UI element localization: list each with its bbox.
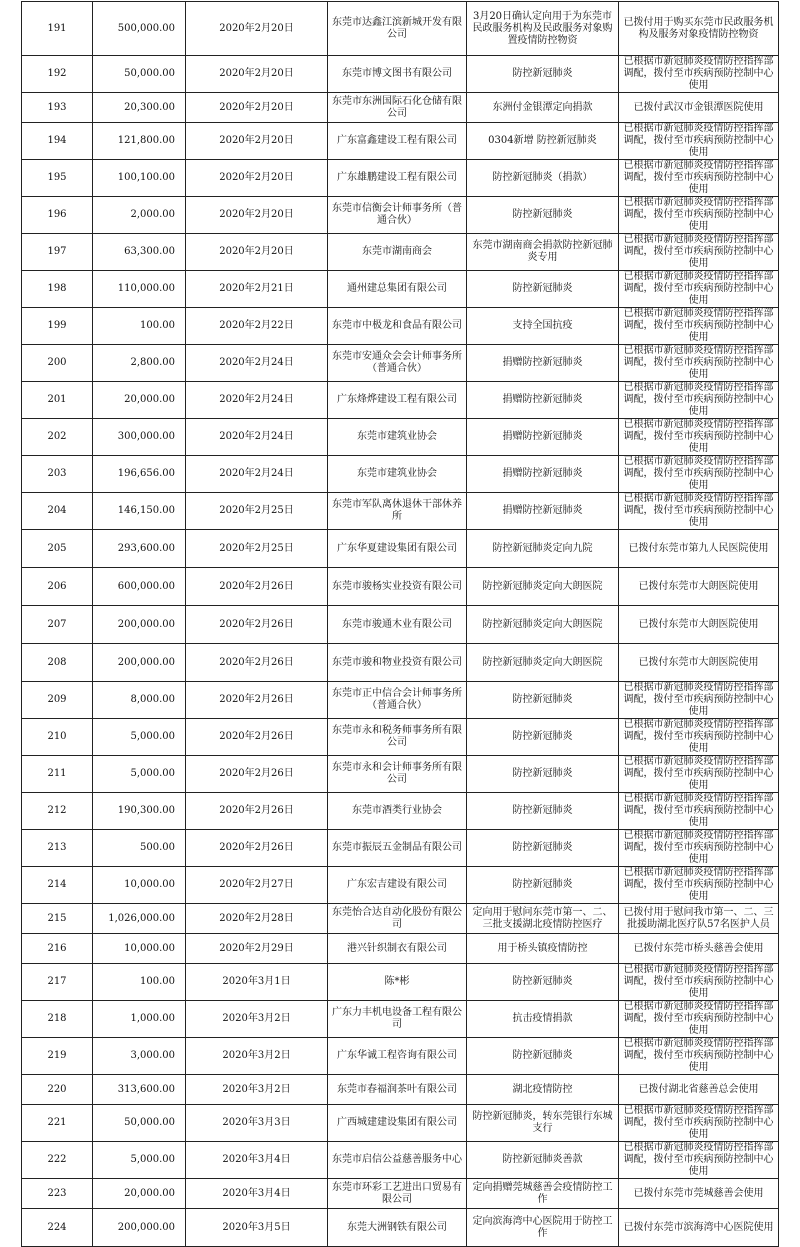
table-row bbox=[22, 234, 779, 271]
donation-amount: 100,100.00 bbox=[93, 160, 186, 197]
table-row bbox=[22, 56, 779, 93]
donation-date: 2020年3月4日 bbox=[186, 1142, 328, 1179]
table-row bbox=[22, 382, 779, 419]
donation-purpose: 防控新冠肺炎定向大朗医院 bbox=[467, 606, 619, 644]
row-number: 200 bbox=[22, 345, 93, 382]
donation-purpose: 定向用于慰问东莞市第一、二、三批支援湖北疫情防控医疗 bbox=[467, 904, 619, 934]
row-number: 197 bbox=[22, 234, 93, 271]
row-number: 201 bbox=[22, 382, 93, 419]
donation-purpose: 捐赠防控新冠肺炎 bbox=[467, 456, 619, 493]
table-row bbox=[22, 830, 779, 867]
donation-amount: 200,000.00 bbox=[93, 606, 186, 644]
fund-usage: 已根据市新冠肺炎疫情防控指挥部调配，拨付至市疾病预防控制中心使用 bbox=[619, 493, 779, 530]
fund-usage: 已根据市新冠肺炎疫情防控指挥部调配，拨付至市疾病预防控制中心使用 bbox=[619, 719, 779, 756]
donation-purpose: 防控新冠肺炎 bbox=[467, 682, 619, 719]
donation-date: 2020年2月24日 bbox=[186, 382, 328, 419]
donation-purpose: 防控新冠肺炎 bbox=[467, 964, 619, 1001]
fund-usage: 已根据市新冠肺炎疫情防控指挥部调配，拨付至市疾病预防控制中心使用 bbox=[619, 1038, 779, 1075]
table-row bbox=[22, 1038, 779, 1075]
donation-purpose: 防控新冠肺炎定向九院 bbox=[467, 530, 619, 568]
donor-name: 东莞市安通众会会计师事务所（普通合伙） bbox=[328, 345, 467, 382]
donation-amount: 2,800.00 bbox=[93, 345, 186, 382]
fund-usage: 已根据市新冠肺炎疫情防控指挥部调配，拨付至市疾病预防控制中心使用 bbox=[619, 1105, 779, 1142]
fund-usage: 已根据市新冠肺炎疫情防控指挥部调配，拨付至市疾病预防控制中心使用 bbox=[619, 197, 779, 234]
row-number: 222 bbox=[22, 1142, 93, 1179]
fund-usage: 已根据市新冠肺炎疫情防控指挥部调配，拨付至市疾病预防控制中心使用 bbox=[619, 456, 779, 493]
fund-usage: 已根据市新冠肺炎疫情防控指挥部调配，拨付至市疾病预防控制中心使用 bbox=[619, 271, 779, 308]
donor-name: 东莞市振辰五金制品有限公司 bbox=[328, 830, 467, 867]
fund-usage: 已根据市新冠肺炎疫情防控指挥部调配，拨付至市疾病预防控制中心使用 bbox=[619, 234, 779, 271]
row-number: 210 bbox=[22, 719, 93, 756]
donor-name: 东莞市信衡会计师事务所（普通合伙） bbox=[328, 197, 467, 234]
donation-purpose: 用于桥头镇疫情防控 bbox=[467, 934, 619, 964]
table-row bbox=[22, 793, 779, 830]
table-row bbox=[22, 308, 779, 345]
donation-purpose: 东洲付金银潭定向捐款 bbox=[467, 93, 619, 123]
fund-usage: 已根据市新冠肺炎疫情防控指挥部调配，拨付至市疾病预防控制中心使用 bbox=[619, 123, 779, 160]
donation-purpose: 防控新冠肺炎定向大朗医院 bbox=[467, 644, 619, 682]
donor-name: 东莞市骏和物业投资有限公司 bbox=[328, 644, 467, 682]
donation-amount: 200,000.00 bbox=[93, 1209, 186, 1247]
donation-date: 2020年2月20日 bbox=[186, 197, 328, 234]
table-row bbox=[22, 271, 779, 308]
row-number: 194 bbox=[22, 123, 93, 160]
donation-purpose: 防控新冠肺炎 bbox=[467, 756, 619, 793]
donation-purpose: 防控新冠肺炎 bbox=[467, 719, 619, 756]
fund-usage: 已根据市新冠肺炎疫情防控指挥部调配，拨付至市疾病预防控制中心使用 bbox=[619, 964, 779, 1001]
donation-date: 2020年2月24日 bbox=[186, 345, 328, 382]
row-number: 213 bbox=[22, 830, 93, 867]
table-row bbox=[22, 160, 779, 197]
donation-purpose: 3月20日确认定向用于为东莞市民政服务机构及民政服务对象购置疫情防控物资 bbox=[467, 2, 619, 56]
donation-purpose: 防控新冠肺炎善款 bbox=[467, 1142, 619, 1179]
fund-usage: 已根据市新冠肺炎疫情防控指挥部调配，拨付至市疾病预防控制中心使用 bbox=[619, 160, 779, 197]
row-number: 193 bbox=[22, 93, 93, 123]
donation-amount: 5,000.00 bbox=[93, 1142, 186, 1179]
donation-date: 2020年2月25日 bbox=[186, 530, 328, 568]
table-row bbox=[22, 1001, 779, 1038]
donation-purpose: 捐赠防控新冠肺炎 bbox=[467, 419, 619, 456]
table-row bbox=[22, 530, 779, 568]
table-row bbox=[22, 606, 779, 644]
donation-date: 2020年2月26日 bbox=[186, 682, 328, 719]
donor-name: 广东宏吉建设有限公司 bbox=[328, 867, 467, 904]
donation-date: 2020年2月20日 bbox=[186, 93, 328, 123]
row-number: 203 bbox=[22, 456, 93, 493]
table-row bbox=[22, 644, 779, 682]
fund-usage: 已拨付东莞市莞城慈善会使用 bbox=[619, 1179, 779, 1209]
table-row bbox=[22, 493, 779, 530]
row-number: 192 bbox=[22, 56, 93, 93]
donor-name: 东莞市东洲国际石化仓储有限公司 bbox=[328, 93, 467, 123]
donation-amount: 121,800.00 bbox=[93, 123, 186, 160]
donor-name: 广东华诚工程咨询有限公司 bbox=[328, 1038, 467, 1075]
fund-usage: 已拨付东莞市桥头慈善会使用 bbox=[619, 934, 779, 964]
donation-amount: 3,000.00 bbox=[93, 1038, 186, 1075]
row-number: 191 bbox=[22, 2, 93, 56]
donation-table-page bbox=[21, 1, 778, 1247]
donation-amount: 190,300.00 bbox=[93, 793, 186, 830]
donation-amount: 100.00 bbox=[93, 964, 186, 1001]
donation-amount: 110,000.00 bbox=[93, 271, 186, 308]
donor-name: 东莞市启信公益慈善服务中心 bbox=[328, 1142, 467, 1179]
row-number: 206 bbox=[22, 568, 93, 606]
donation-amount: 63,300.00 bbox=[93, 234, 186, 271]
donor-name: 东莞市军队离休退休干部休养所 bbox=[328, 493, 467, 530]
row-number: 221 bbox=[22, 1105, 93, 1142]
row-number: 220 bbox=[22, 1075, 93, 1105]
donation-amount: 20,300.00 bbox=[93, 93, 186, 123]
row-number: 217 bbox=[22, 964, 93, 1001]
donation-purpose: 防控新冠肺炎（捐款） bbox=[467, 160, 619, 197]
donor-name: 东莞大洲钢铁有限公司 bbox=[328, 1209, 467, 1247]
donation-date: 2020年3月5日 bbox=[186, 1209, 328, 1247]
donation-date: 2020年3月2日 bbox=[186, 1001, 328, 1038]
table-row bbox=[22, 93, 779, 123]
donation-date: 2020年2月28日 bbox=[186, 904, 328, 934]
donation-amount: 20,000.00 bbox=[93, 1179, 186, 1209]
fund-usage: 已拨付湖北省慈善总会使用 bbox=[619, 1075, 779, 1105]
donation-date: 2020年2月20日 bbox=[186, 123, 328, 160]
table-row bbox=[22, 1075, 779, 1105]
donation-date: 2020年2月26日 bbox=[186, 644, 328, 682]
fund-usage: 已根据市新冠肺炎疫情防控指挥部调配，拨付至市疾病预防控制中心使用 bbox=[619, 793, 779, 830]
table-row bbox=[22, 2, 779, 56]
donation-date: 2020年2月26日 bbox=[186, 830, 328, 867]
table-row bbox=[22, 719, 779, 756]
table-row bbox=[22, 1105, 779, 1142]
fund-usage: 已拨付东莞市大朗医院使用 bbox=[619, 644, 779, 682]
donor-name: 东莞市环彩工艺进出口贸易有限公司 bbox=[328, 1179, 467, 1209]
donation-date: 2020年2月26日 bbox=[186, 568, 328, 606]
donor-name: 东莞市永和会计师事务所有限公司 bbox=[328, 756, 467, 793]
fund-usage: 已根据市新冠肺炎疫情防控指挥部调配，拨付至市疾病预防控制中心使用 bbox=[619, 308, 779, 345]
donation-amount: 146,150.00 bbox=[93, 493, 186, 530]
row-number: 202 bbox=[22, 419, 93, 456]
donation-amount: 8,000.00 bbox=[93, 682, 186, 719]
row-number: 223 bbox=[22, 1179, 93, 1209]
donor-name: 广东华夏建设集团有限公司 bbox=[328, 530, 467, 568]
donation-date: 2020年2月22日 bbox=[186, 308, 328, 345]
donation-date: 2020年2月26日 bbox=[186, 606, 328, 644]
table-row bbox=[22, 1209, 779, 1247]
row-number: 224 bbox=[22, 1209, 93, 1247]
donor-name: 广东烽烨建设工程有限公司 bbox=[328, 382, 467, 419]
fund-usage: 已拨付武汉市金银潭医院使用 bbox=[619, 93, 779, 123]
donation-date: 2020年2月20日 bbox=[186, 160, 328, 197]
row-number: 216 bbox=[22, 934, 93, 964]
donation-date: 2020年3月2日 bbox=[186, 1075, 328, 1105]
donation-amount: 500,000.00 bbox=[93, 2, 186, 56]
fund-usage: 已根据市新冠肺炎疫情防控指挥部调配，拨付至市疾病预防控制中心使用 bbox=[619, 419, 779, 456]
fund-usage: 已根据市新冠肺炎疫情防控指挥部调配，拨付至市疾病预防控制中心使用 bbox=[619, 682, 779, 719]
fund-usage: 已根据市新冠肺炎疫情防控指挥部调配，拨付至市疾病预防控制中心使用 bbox=[619, 830, 779, 867]
donation-date: 2020年2月20日 bbox=[186, 56, 328, 93]
table-body bbox=[22, 2, 779, 1247]
donation-date: 2020年2月21日 bbox=[186, 271, 328, 308]
row-number: 205 bbox=[22, 530, 93, 568]
row-number: 204 bbox=[22, 493, 93, 530]
table-row bbox=[22, 456, 779, 493]
donation-amount: 196,656.00 bbox=[93, 456, 186, 493]
donor-name: 东莞市春福润茶叶有限公司 bbox=[328, 1075, 467, 1105]
donation-amount: 313,600.00 bbox=[93, 1075, 186, 1105]
fund-usage: 已拨付东莞市大朗医院使用 bbox=[619, 568, 779, 606]
table-row bbox=[22, 1142, 779, 1179]
donation-purpose: 定向捐赠莞城慈善会疫情防控工作 bbox=[467, 1179, 619, 1209]
donation-purpose: 防控新冠肺炎 bbox=[467, 271, 619, 308]
row-number: 196 bbox=[22, 197, 93, 234]
donation-purpose: 防控新冠肺炎 bbox=[467, 867, 619, 904]
donor-name: 东莞市骏杨实业投资有限公司 bbox=[328, 568, 467, 606]
donation-amount: 20,000.00 bbox=[93, 382, 186, 419]
row-number: 207 bbox=[22, 606, 93, 644]
donation-date: 2020年2月26日 bbox=[186, 756, 328, 793]
fund-usage: 已根据市新冠肺炎疫情防控指挥部调配，拨付至市疾病预防控制中心使用 bbox=[619, 56, 779, 93]
donation-amount: 5,000.00 bbox=[93, 756, 186, 793]
donor-name: 广东力丰机电设备工程有限公司 bbox=[328, 1001, 467, 1038]
donation-date: 2020年2月27日 bbox=[186, 867, 328, 904]
table-row bbox=[22, 867, 779, 904]
table-row bbox=[22, 964, 779, 1001]
donation-amount: 500.00 bbox=[93, 830, 186, 867]
row-number: 218 bbox=[22, 1001, 93, 1038]
donation-purpose: 防控新冠肺炎 bbox=[467, 56, 619, 93]
donation-amount: 1,026,000.00 bbox=[93, 904, 186, 934]
donor-name: 东莞市博文图书有限公司 bbox=[328, 56, 467, 93]
donation-purpose: 防控新冠肺炎 bbox=[467, 197, 619, 234]
fund-usage: 已拨付用于慰问我市第一、二、三批援助湖北医疗队57名医护人员 bbox=[619, 904, 779, 934]
donation-amount: 300,000.00 bbox=[93, 419, 186, 456]
donor-name: 东莞市正中信合会计师事务所（普通合伙） bbox=[328, 682, 467, 719]
fund-usage: 已根据市新冠肺炎疫情防控指挥部调配，拨付至市疾病预防控制中心使用 bbox=[619, 867, 779, 904]
row-number: 195 bbox=[22, 160, 93, 197]
donation-date: 2020年2月25日 bbox=[186, 493, 328, 530]
table-row bbox=[22, 934, 779, 964]
donor-name: 港兴针织制衣有限公司 bbox=[328, 934, 467, 964]
fund-usage: 已根据市新冠肺炎疫情防控指挥部调配，拨付至市疾病预防控制中心使用 bbox=[619, 345, 779, 382]
donation-amount: 293,600.00 bbox=[93, 530, 186, 568]
row-number: 208 bbox=[22, 644, 93, 682]
donation-purpose: 东莞市湖南商会捐款防控新冠肺炎专用 bbox=[467, 234, 619, 271]
donor-name: 通州建总集团有限公司 bbox=[328, 271, 467, 308]
donor-name: 东莞市建筑业协会 bbox=[328, 456, 467, 493]
donor-name: 东莞市永和税务师事务所有限公司 bbox=[328, 719, 467, 756]
donation-date: 2020年2月20日 bbox=[186, 2, 328, 56]
row-number: 211 bbox=[22, 756, 93, 793]
donation-amount: 2,000.00 bbox=[93, 197, 186, 234]
donation-date: 2020年3月3日 bbox=[186, 1105, 328, 1142]
donor-name: 陈*彬 bbox=[328, 964, 467, 1001]
row-number: 215 bbox=[22, 904, 93, 934]
row-number: 214 bbox=[22, 867, 93, 904]
table-row bbox=[22, 123, 779, 160]
donation-amount: 200,000.00 bbox=[93, 644, 186, 682]
table-row bbox=[22, 756, 779, 793]
donor-name: 东莞市中极龙和食品有限公司 bbox=[328, 308, 467, 345]
donation-amount: 10,000.00 bbox=[93, 934, 186, 964]
fund-usage: 已拨付东莞市大朗医院使用 bbox=[619, 606, 779, 644]
donation-amount: 100.00 bbox=[93, 308, 186, 345]
donation-purpose: 防控新冠肺炎定向大朗医院 bbox=[467, 568, 619, 606]
table-row bbox=[22, 197, 779, 234]
donation-date: 2020年2月24日 bbox=[186, 456, 328, 493]
donation-date: 2020年2月29日 bbox=[186, 934, 328, 964]
donor-name: 广东富鑫建设工程有限公司 bbox=[328, 123, 467, 160]
fund-usage: 已根据市新冠肺炎疫情防控指挥部调配，拨付至市疾病预防控制中心使用 bbox=[619, 1142, 779, 1179]
donation-purpose: 捐赠防控新冠肺炎 bbox=[467, 382, 619, 419]
fund-usage: 已拨付东莞市第九人民医院使用 bbox=[619, 530, 779, 568]
donor-name: 东莞市骏通木业有限公司 bbox=[328, 606, 467, 644]
table-row bbox=[22, 345, 779, 382]
donation-purpose: 捐赠防控新冠肺炎 bbox=[467, 345, 619, 382]
donation-purpose: 防控新冠肺炎 bbox=[467, 793, 619, 830]
donation-date: 2020年2月26日 bbox=[186, 719, 328, 756]
donation-date: 2020年2月20日 bbox=[186, 234, 328, 271]
donation-purpose: 湖北疫情防控 bbox=[467, 1075, 619, 1105]
donation-amount: 600,000.00 bbox=[93, 568, 186, 606]
table-row bbox=[22, 682, 779, 719]
table-row bbox=[22, 904, 779, 934]
row-number: 199 bbox=[22, 308, 93, 345]
row-number: 209 bbox=[22, 682, 93, 719]
donation-date: 2020年3月4日 bbox=[186, 1179, 328, 1209]
donation-table bbox=[21, 1, 779, 1247]
donation-amount: 50,000.00 bbox=[93, 56, 186, 93]
donor-name: 东莞怡合达自动化股份有限公司 bbox=[328, 904, 467, 934]
row-number: 219 bbox=[22, 1038, 93, 1075]
donation-purpose: 防控新冠肺炎，转东莞银行东城支行 bbox=[467, 1105, 619, 1142]
donor-name: 广东雄鹏建设工程有限公司 bbox=[328, 160, 467, 197]
donor-name: 东莞市酒类行业协会 bbox=[328, 793, 467, 830]
donation-amount: 5,000.00 bbox=[93, 719, 186, 756]
table-row bbox=[22, 419, 779, 456]
fund-usage: 已拨付用于购买东莞市民政服务机构及服务对象疫情防控物资 bbox=[619, 2, 779, 56]
fund-usage: 已拨付东莞市滨海湾中心医院使用 bbox=[619, 1209, 779, 1247]
donation-purpose: 防控新冠肺炎 bbox=[467, 830, 619, 867]
donation-purpose: 捐赠防控新冠肺炎 bbox=[467, 493, 619, 530]
donation-amount: 1,000.00 bbox=[93, 1001, 186, 1038]
donor-name: 广西城建建设集团有限公司 bbox=[328, 1105, 467, 1142]
donor-name: 东莞市建筑业协会 bbox=[328, 419, 467, 456]
fund-usage: 已根据市新冠肺炎疫情防控指挥部调配，拨付至市疾病预防控制中心使用 bbox=[619, 756, 779, 793]
row-number: 198 bbox=[22, 271, 93, 308]
donation-date: 2020年2月26日 bbox=[186, 793, 328, 830]
donation-amount: 10,000.00 bbox=[93, 867, 186, 904]
table-row bbox=[22, 568, 779, 606]
donation-purpose: 0304新增 防控新冠肺炎 bbox=[467, 123, 619, 160]
donor-name: 东莞市达鑫江滨新城开发有限公司 bbox=[328, 2, 467, 56]
donor-name: 东莞市湖南商会 bbox=[328, 234, 467, 271]
donation-amount: 50,000.00 bbox=[93, 1105, 186, 1142]
donation-purpose: 抗击疫情捐款 bbox=[467, 1001, 619, 1038]
donation-purpose: 防控新冠肺炎 bbox=[467, 1038, 619, 1075]
table-row bbox=[22, 1179, 779, 1209]
fund-usage: 已根据市新冠肺炎疫情防控指挥部调配，拨付至市疾病预防控制中心使用 bbox=[619, 382, 779, 419]
donation-date: 2020年2月24日 bbox=[186, 419, 328, 456]
row-number: 212 bbox=[22, 793, 93, 830]
fund-usage: 已根据市新冠肺炎疫情防控指挥部调配，拨付至市疾病预防控制中心使用 bbox=[619, 1001, 779, 1038]
donation-purpose: 支持全国抗疫 bbox=[467, 308, 619, 345]
donation-date: 2020年3月1日 bbox=[186, 964, 328, 1001]
donation-date: 2020年3月2日 bbox=[186, 1038, 328, 1075]
donation-purpose: 定向滨海湾中心医院用于防控工作 bbox=[467, 1209, 619, 1247]
